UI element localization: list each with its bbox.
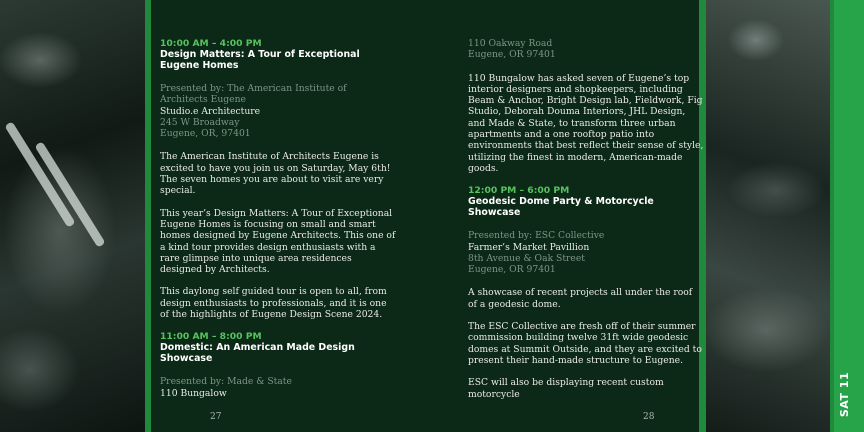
day-tab-label [836, 370, 864, 420]
event-description: ESC will also be displaying recent custom motorcycle [468, 377, 664, 400]
motorcycle-photo-left [0, 0, 148, 432]
event-description: The ESC Collective are fresh off of their summer commission building twelve 31ft wide geodesic domes at Summit Outside, and they are excited to present their hand-made structure to Eugene. [468, 321, 702, 366]
venue-address-line1: 245 W Broadway [160, 116, 240, 128]
presented-by: Presented by: The American Institute of Architects Eugene [160, 83, 347, 106]
day-tab-text: SAT 11 [838, 371, 852, 418]
venue-address-line1: 8th Avenue & Oak Street [468, 252, 585, 264]
left-page-column [160, 38, 396, 399]
day-tab-ribbon [834, 0, 864, 432]
event-title: Geodesic Dome Party & Motorcycle Showcase [468, 196, 654, 219]
motorcycle-photo-right [706, 0, 830, 432]
venue-address-line2: Eugene, OR, 97401 [160, 128, 251, 140]
venue-name: Studio.e Architecture [160, 105, 261, 117]
event-description: 110 Bungalow has asked seven of Eugene’s top interior designers and shopkeepers, including Beam & Anchor, Bright Design lab, Fieldwork, Fig Studio, Deborah Douma Interiors, JHL Design, and Made & State, to transform three urban apartments and a one rooftop patio into environments that best reflect their sense of style, utilizing the finest in modern, American-made goods. [468, 72, 704, 174]
event-time: 12:00 PM – 6:00 PM [468, 185, 570, 197]
venue-address-line2: Eugene, OR 97401 [468, 264, 556, 276]
event-time: 10:00 AM – 4:00 PM [160, 38, 262, 49]
presented-by: Presented by: ESC Collective [468, 230, 605, 242]
event-description: This year’s Design Matters: A Tour of Exceptional Eugene Homes is focusing on small and smart homes designed by Eugene Architects. This one of a kind tour provides design enthusiasts with a rare glimpse into unique area residences designed by Architects. [160, 207, 396, 276]
venue-address-line1: 110 Oakway Road [468, 38, 553, 49]
event-description: A showcase of recent projects all under the roof of a geodesic dome. [468, 287, 693, 310]
right-page-column [468, 38, 704, 411]
event-description: The American Institute of Architects Eugene is excited to have you join us on Saturday, May 6th! The seven homes you are about to visit are very special. [160, 151, 391, 197]
event-description: This daylong self guided tour is open to all, from design enthusiasts to professionals, and it is one of the highlights of Eugene Design Scene 2024. [160, 286, 387, 321]
event-title: Domestic: An American Made Design Showcase [160, 342, 355, 365]
presented-by: Presented by: Made & State [160, 376, 292, 388]
page-number: 27 [210, 412, 222, 422]
venue-name: 110 Bungalow [160, 387, 227, 399]
event-time: 11:00 AM – 8:00 PM [160, 331, 262, 343]
venue-name: Farmer’s Market Pavillion [468, 241, 590, 253]
venue-address-line2: Eugene, OR 97401 [468, 49, 556, 61]
page-number: 28 [643, 412, 655, 422]
event-title: Design Matters: A Tour of Exceptional Eugene Homes [160, 49, 360, 71]
